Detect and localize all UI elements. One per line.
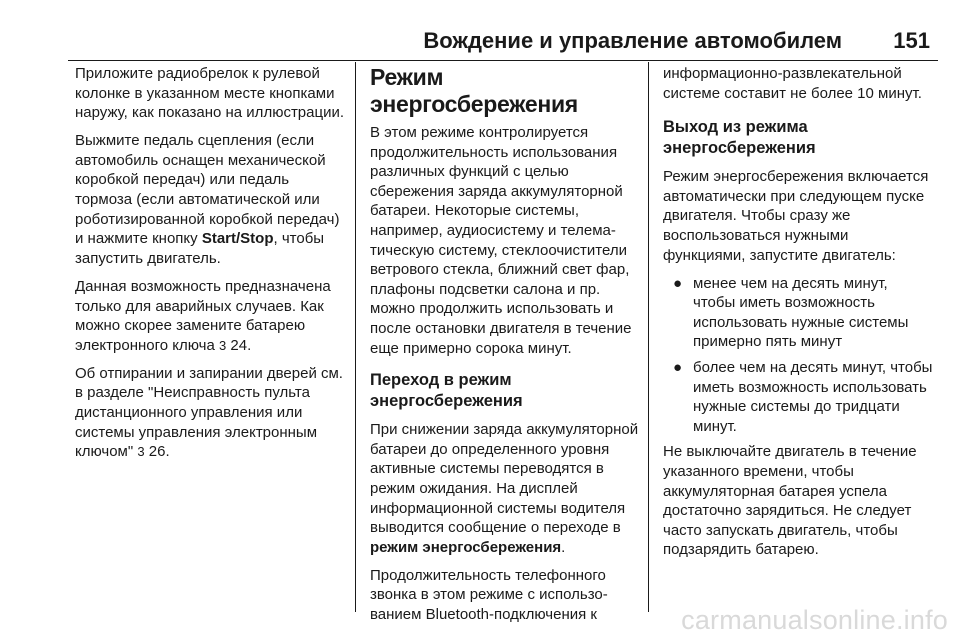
column-divider-1 [355, 62, 356, 612]
page-reference-link[interactable]: 26. [148, 443, 170, 461]
column-divider-2 [648, 62, 649, 612]
list-item: ● менее чем на десять минут, чтобы иметь возможность использовать нужные системы примерно пять минут [673, 274, 909, 351]
start-stop-button-label: Start/Stop [201, 230, 274, 248]
subsection-heading: Выход из режима энергосбережения [663, 118, 816, 158]
page-title: Вождение и управление автомобилем [423, 28, 842, 53]
section-heading: Режим энергосбережения [370, 64, 578, 117]
page-reference-link[interactable]: 24. [230, 336, 252, 354]
page-number: 151 [893, 28, 930, 53]
subsection-heading: Переход в режим энергосбережения [370, 371, 523, 411]
page-reference-icon: 3 [137, 444, 145, 460]
column-2 [370, 64, 642, 633]
paragraph: Режим энергосбережения включается автоматически при следующем пуске двигателя. Чтобы сразу же воспользоваться нужными функциями, запустите двигатель: [663, 168, 929, 264]
paragraph: Данная возможность предназначена только для аварийных случаев. Как можно скорее замените батарею электронного ключа 3 24. [75, 277, 331, 354]
list-item: ● более чем на десять минут, чтобы иметь возможность использовать нужные системы до тридцати минут. [673, 359, 933, 435]
page-header [68, 24, 938, 61]
energy-saving-mode-label: режим энергосбережения [370, 538, 562, 556]
column-3 [663, 64, 933, 568]
paragraph: информационно-развлекательной системе составит не более 10 минут. [663, 65, 922, 102]
paragraph: Продолжительность телефонного звонка в этом режиме с использованием Bluetooth-подключения к [370, 566, 608, 623]
watermark: carmanualsonline.info [681, 605, 948, 635]
bullet-list [663, 274, 933, 437]
bullet-icon: ● [673, 359, 683, 377]
paragraph: При снижении заряда аккумуляторной батареи до определенного уровня активные системы переводятся в режим ожидания. На дисплей информационной системы водителя выводится сообщение о переходе в режим энергосбережения. [370, 421, 639, 556]
page-reference-icon: 3 [219, 337, 227, 353]
paragraph: Об отпирании и запирании дверей см. в разделе "Неисправность пульта дистанционного управления или системы управления электронным ключом" 3 26. [75, 364, 343, 461]
paragraph: Приложите радиобрелок к рулевой колонке в указанном месте кнопками наружу, как показано на иллюстрации. [75, 65, 345, 122]
paragraph: Выжмите педаль сцепления (если автомобиль оснащен механической коробкой передач) или педаль тормоза (если автоматической или роботизированной коробкой передач) и нажмите кнопку Start/Stop, чтобы запустить двигатель. [75, 132, 340, 267]
column-1 [75, 64, 349, 470]
bullet-icon: ● [673, 274, 683, 292]
paragraph: В этом режиме контролируется продолжительность использования различных функций с целью сбережения заряда аккумуляторной батареи. Некоторые системы, например, аудиосистему и телематическую систему, стеклоочистители ветрового стекла, ближний свет фар, плафоны подсветки салона и пр. можно продолжить использовать и после остановки двигателя в течение еще примерно сорока минут. [370, 124, 632, 357]
paragraph: Не выключайте двигатель в течение указанного времени, чтобы аккумуляторная батарея успела достаточно зарядиться. Не следует часто запускать двигатель, чтобы подзарядить батарею. [663, 443, 917, 559]
